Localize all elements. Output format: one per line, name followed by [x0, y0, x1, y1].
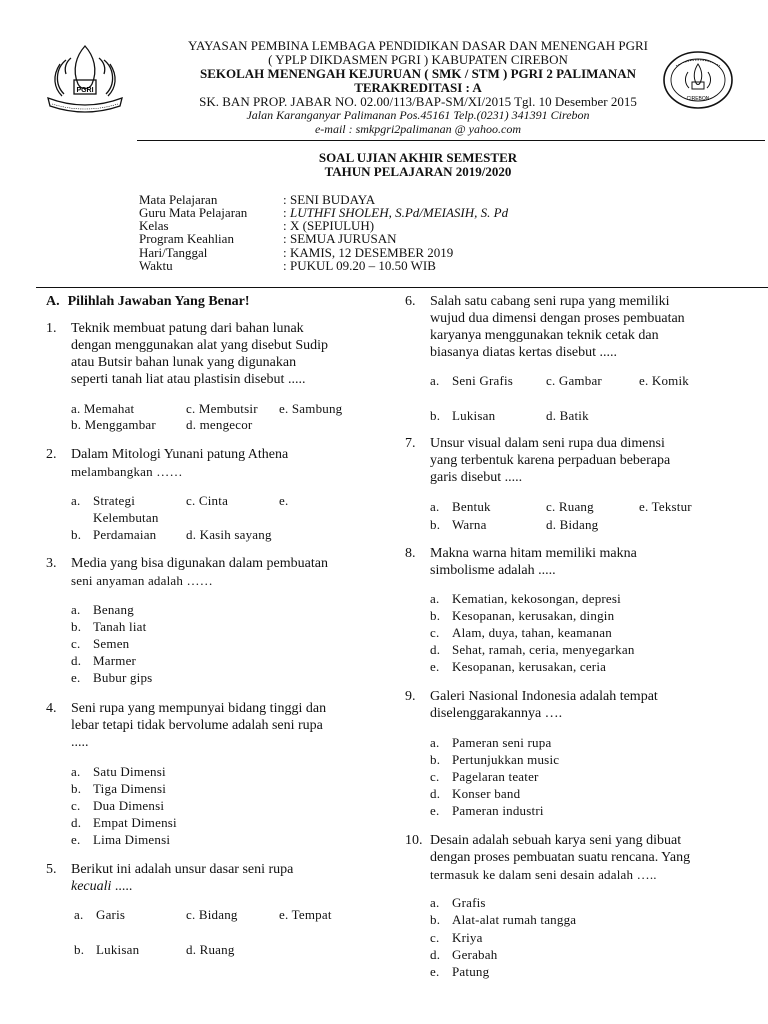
option-d[interactable]: d. Kasih sayang — [186, 527, 272, 542]
question-text: Dalam Mitologi Yunani patung Athena melambangkan …… — [71, 447, 289, 479]
option-e[interactable]: e. Tekstur — [639, 499, 692, 514]
emphasis-kecuali: kecuali — [71, 879, 112, 894]
foundation-name: YAYASAN PEMBINA LEMBAGA PENDIDIKAN DASAR DAN MENENGAH PGRI — [188, 38, 648, 53]
option-c[interactable]: c. Bidang — [186, 907, 238, 922]
option-e[interactable]: e. — [279, 493, 289, 508]
info-label: Mata Pelajaran — [139, 192, 218, 207]
option-c[interactable]: c. Ruang — [546, 499, 594, 514]
question-number: 2. — [46, 447, 57, 462]
question-text: Makna warna hitam memiliki makna simbolisme adalah ..... — [430, 546, 637, 578]
question-number: 8. — [405, 546, 416, 561]
option-d[interactable]: d. mengecor — [186, 417, 253, 432]
info-value: SEMUA JURUSAN — [290, 231, 397, 246]
info-value: KAMIS, 12 DESEMBER 2019 — [290, 245, 454, 260]
academic-year: TAHUN PELAJARAN 2019/2020 — [324, 164, 512, 179]
question-number: 5. — [46, 862, 57, 877]
option-e-text[interactable]: Kelembutan — [93, 510, 159, 525]
question-text: Salah satu cabang seni rupa yang memiliki wujud dua dimensi dengan proses pembuatan karyanya menggunakan teknik cetak dan biasanya diatas kertas disebut ..... — [430, 294, 685, 360]
info-label: Kelas — [139, 218, 169, 233]
option-c[interactable]: c. Gambar — [546, 373, 602, 388]
question-number: 9. — [405, 689, 416, 704]
question-number: 3. — [46, 556, 57, 571]
question-number: 4. — [46, 701, 57, 716]
option-c[interactable]: c. Membutsir — [186, 401, 258, 416]
option-d[interactable]: d. Ruang — [186, 942, 235, 957]
question-text: Unsur visual dalam seni rupa dua dimensi yang terbentuk karena perpaduan beberapa garis disebut ..... — [430, 436, 671, 485]
question-text: Seni rupa yang mempunyai bidang tinggi dan lebar tetapi tidak bervolume adalah seni rupa ..... — [71, 701, 327, 750]
school-address: Jalan Karanganyar Palimanan Pos.45161 Telp.(0231) 341391 Cirebon — [246, 108, 590, 122]
option-b[interactable]: b. Menggambar — [71, 417, 156, 432]
option-c[interactable]: c. Cinta — [186, 493, 229, 508]
accreditation-decree: SK. BAN PROP. JABAR NO. 02.00/113/BAP-SM/XI/2015 Tgl. 10 Desember 2015 — [199, 94, 637, 109]
question-text: Galeri Nasional Indonesia adalah tempat diselenggarakannya …. — [430, 689, 658, 721]
left-column: A. Pilihlah Jawaban Yang Benar! 1. Teknik membuat patung dari bahan lunak dengan menggunakan alat yang disebut Sudip atau Butsir bahan lunak yang digunakan seperti tanah liat atau plastisin disebut ..... a. Memahat c. Membutsir e. Sambung b. Menggambar d. mengecor 2. Dalam Mitologi Yunani patung Athena melambangkan …… a. Strategi c. Cinta e. Kelembutan b. Perdamaian d. Kasih sayang 3. Media yang bisa digunakan dalam pembuatan seni anyaman adalah …… a. Benang b. Tanah liat c. Semen d. Marmer e. Bubur gips 4. Seni rupa yang mempunyai bidang tinggi dan lebar tetapi tidak bervolume adalah seni rupa ..... a. Satu Dimensi b. Tiga Dimensi c. Dua Dimensi d. Empat Dimensi e. Lima Dimensi 5. Berikut ini adalah unsur dasar seni rupa kecuali ..... a. Garis c. Bidang e. Tempat b. Lukisan d. Ruang — [46, 294, 343, 957]
logo-text: PGRI — [76, 87, 94, 94]
exam-title: SOAL UJIAN AKHIR SEMESTER — [318, 150, 518, 165]
option-d[interactable]: d. Batik — [546, 408, 589, 423]
option-e[interactable]: e. Tempat — [279, 907, 332, 922]
option-e[interactable]: e. Komik — [639, 373, 689, 388]
info-label: Program Keahlian — [139, 231, 234, 246]
school-email: e-mail : smkpgri2palimanan @ yahoo.com — [314, 122, 521, 136]
question-number: 10. — [405, 833, 423, 848]
question-number: 7. — [405, 436, 416, 451]
accreditation: TERAKREDITASI : A — [354, 80, 482, 95]
question-text: Media yang bisa digunakan dalam pembuatan seni anyaman adalah …… — [71, 556, 328, 588]
info-value: LUTHFI SHOLEH, S.Pd/MEIASIH, S. Pd — [290, 205, 509, 220]
foundation-subname: ( YPLP DIKDASMEN PGRI ) KABUPATEN CIREBON — [268, 52, 568, 67]
info-label: Hari/Tanggal — [139, 245, 208, 260]
option-d[interactable]: d. Bidang — [546, 517, 599, 532]
seal-text: CIREBON — [686, 96, 710, 102]
option-a[interactable]: a. Memahat — [71, 401, 135, 416]
section-heading: A. Pilihlah Jawaban Yang Benar! — [46, 294, 250, 309]
question-text: Berikut ini adalah unsur dasar seni rupa kecuali ..... — [71, 862, 294, 894]
info-value: PUKUL 09.20 – 10.50 WIB — [290, 258, 436, 273]
question-text: Desain adalah sebuah karya seni yang dibuat dengan proses pembuatan suatu rencana. Yang termasuk ke dalam seni desain adalah ….. — [430, 833, 691, 882]
question-number: 1. — [46, 321, 57, 336]
info-label: Waktu — [139, 258, 173, 273]
info-value: X (SEPIULUH) — [290, 218, 375, 233]
right-column: 6. Salah satu cabang seni rupa yang memiliki wujud dua dimensi dengan proses pembuatan karyanya menggunakan teknik cetak dan biasanya diatas kertas disebut ..... a. Seni Grafis c. Gambar e. Komik b. Lukisan d. Batik 7. Unsur visual dalam seni rupa dua dimensi yang terbentuk karena perpaduan beberapa garis disebut ..... a. Bentuk c. Ruang e. Tekstur b. Warna d. Bidang 8. Makna warna hitam memiliki makna simbolisme adalah ..... a. Kematian, kekosongan, depresi b. Kesopanan, kerusakan, dingin c. Alam, duya, tahan, keamanan d. Sehat, ramah, ceria, menyegarkan e. Kesopanan, kerusakan, ceria 9. Galeri Nasional Indonesia adalah tempat diselenggarakannya …. a. Pameran seni rupa b. Pertunjukkan music c. Pagelaran teater d. Konser band e. Pameran industri 10. Desain adalah sebuah karya seni yang dibuat dengan proses pembuatan suatu rencana. Yang termasuk ke dalam seni desain adalah ….. a. Grafis b. Alat-alat rumah tangga c. Kriya d. Gerabah e. Patung — [405, 294, 692, 979]
school-name: SEKOLAH MENENGAH KEJURUAN ( SMK / STM ) PGRI 2 PALIMANAN — [200, 66, 636, 81]
info-label: Guru Mata Pelajaran — [139, 205, 248, 220]
option-e[interactable]: e. Sambung — [279, 401, 343, 416]
question-number: 6. — [405, 294, 416, 309]
info-value: SENI BUDAYA — [290, 192, 376, 207]
question-text: Teknik membuat patung dari bahan lunak dengan menggunakan alat yang disebut Sudip atau Butsir bahan lunak yang digunakan seperti tanah liat atau plastisin disebut ..... — [71, 321, 328, 387]
